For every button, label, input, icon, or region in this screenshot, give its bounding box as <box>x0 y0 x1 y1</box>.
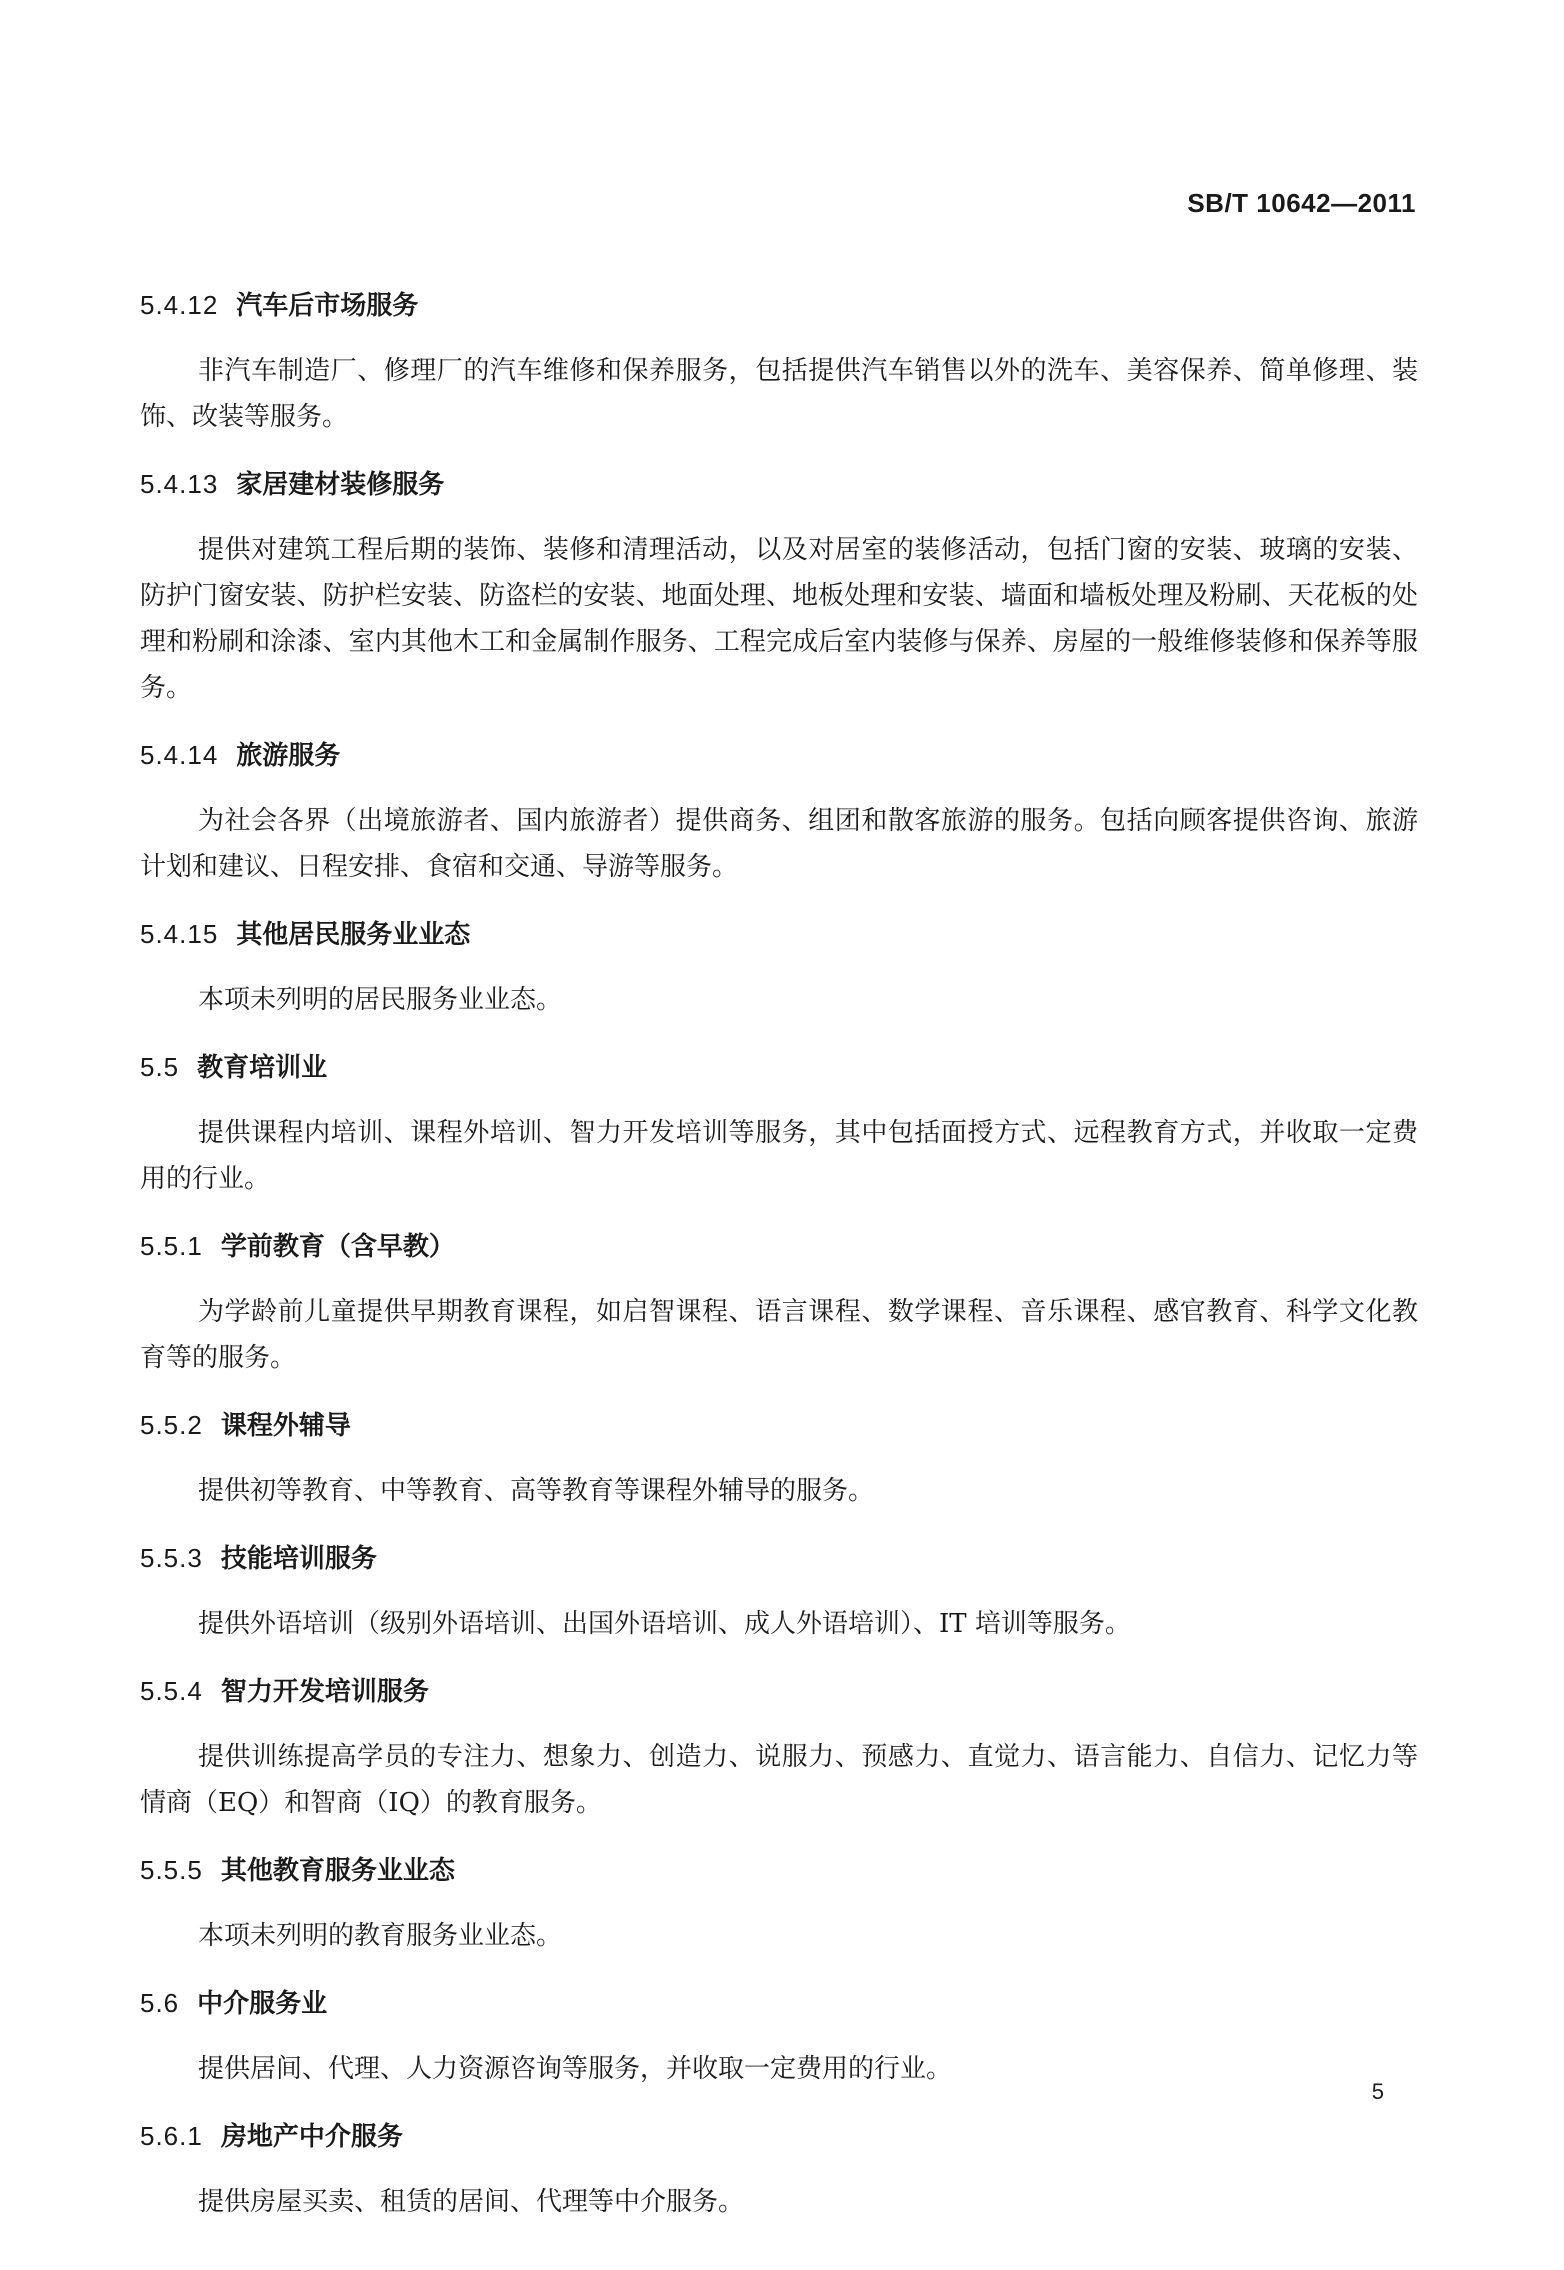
section-paragraph: 提供课程内培训、课程外培训、智力开发培训等服务，其中包括面授方式、远程教育方式，并收取一定费用的行业。 <box>140 1118 1418 1194</box>
section-heading <box>140 1405 1418 1446</box>
section-number: 5.6 <box>140 1988 180 2018</box>
section-number: 5.4.12 <box>140 290 219 320</box>
section <box>140 1983 1418 2092</box>
section <box>140 735 1418 890</box>
section-title: 课程外辅导 <box>220 1411 351 1441</box>
section-number: 5.5.5 <box>140 1855 203 1885</box>
section-number: 5.5.1 <box>140 1231 203 1261</box>
section-paragraph: 本项未列明的教育服务业业态。 <box>198 1921 563 1951</box>
document-body <box>140 285 1418 2249</box>
section-paragraph: 非汽车制造厂、修理厂的汽车维修和保养服务，包括提供汽车销售以外的洗车、美容保养、简单修理、装饰、改装等服务。 <box>140 356 1418 432</box>
section <box>140 285 1418 440</box>
section <box>140 1671 1418 1826</box>
section <box>140 1405 1418 1514</box>
section-title: 其他教育服务业业态 <box>220 1856 455 1886</box>
section-paragraph: 提供房屋买卖、租赁的居间、代理等中介服务。 <box>198 2187 745 2217</box>
section-number: 5.4.14 <box>140 740 219 770</box>
section-paragraph: 提供居间、代理、人力资源咨询等服务，并收取一定费用的行业。 <box>198 2054 953 2084</box>
section-title: 教育培训业 <box>197 1053 328 1083</box>
section-number: 5.4.15 <box>140 919 219 949</box>
section-heading <box>140 1850 1418 1891</box>
standard-code: SB/T 10642—2011 <box>1187 188 1416 218</box>
section-heading <box>140 1671 1418 1712</box>
section-paragraph: 本项未列明的居民服务业业态。 <box>198 985 563 1015</box>
section-paragraph: 提供训练提高学员的专注力、想象力、创造力、说服力、预感力、直觉力、语言能力、自信力、记忆力等情商（EQ）和智商（IQ）的教育服务。 <box>140 1742 1418 1818</box>
section-paragraph: 提供外语培训（级别外语培训、出国外语培训、成人外语培训）、IT 培训等服务。 <box>198 1609 1131 1639</box>
section-title: 技能培训服务 <box>220 1544 377 1574</box>
section-heading <box>140 464 1418 505</box>
section-number: 5.5.4 <box>140 1676 203 1706</box>
section-heading <box>140 1226 1418 1267</box>
section-heading <box>140 1983 1418 2024</box>
section <box>140 1538 1418 1647</box>
section-number: 5.6.1 <box>140 2121 203 2151</box>
section-paragraph: 为社会各界（出境旅游者、国内旅游者）提供商务、组团和散客旅游的服务。包括向顾客提供咨询、旅游计划和建议、日程安排、食宿和交通、导游等服务。 <box>140 806 1418 882</box>
section-heading <box>140 2116 1418 2157</box>
section <box>140 1047 1418 1202</box>
section-paragraph: 提供对建筑工程后期的装饰、装修和清理活动，以及对居室的装修活动，包括门窗的安装、玻璃的安装、防护门窗安装、防护栏安装、防盗栏的安装、地面处理、地板处理和安装、墙面和墙板处理及粉刷、天花板的处理和粉刷和涂漆、室内其他木工和金属制作服务、工程完成后室内装修与保养、房屋的一般维修装修和保养等服务。 <box>140 535 1418 703</box>
section-title: 旅游服务 <box>236 741 341 771</box>
section-number: 5.5.3 <box>140 1543 203 1573</box>
section-paragraph: 提供初等教育、中等教育、高等教育等课程外辅导的服务。 <box>198 1476 875 1506</box>
section-title: 房地产中介服务 <box>220 2122 403 2152</box>
section-title: 智力开发培训服务 <box>220 1677 429 1707</box>
section-number: 5.4.13 <box>140 469 219 499</box>
section-number: 5.5 <box>140 1052 180 1082</box>
page-number: 5 <box>1371 2079 1384 2104</box>
section-heading <box>140 285 1418 326</box>
section-title: 其他居民服务业业态 <box>236 920 471 950</box>
section-heading <box>140 1047 1418 1088</box>
section <box>140 914 1418 1023</box>
section-heading <box>140 914 1418 955</box>
section <box>140 1850 1418 1959</box>
section <box>140 2116 1418 2225</box>
section-paragraph: 为学龄前儿童提供早期教育课程，如启智课程、语言课程、数学课程、音乐课程、感官教育、科学文化教育等的服务。 <box>140 1297 1418 1373</box>
section-title: 中介服务业 <box>197 1989 328 2019</box>
section <box>140 1226 1418 1381</box>
section-number: 5.5.2 <box>140 1410 203 1440</box>
section-title: 学前教育（含早教） <box>220 1232 455 1262</box>
section-heading <box>140 735 1418 776</box>
section-heading <box>140 1538 1418 1579</box>
section-title: 汽车后市场服务 <box>236 291 419 321</box>
section <box>140 464 1418 711</box>
section-title: 家居建材装修服务 <box>236 470 445 500</box>
